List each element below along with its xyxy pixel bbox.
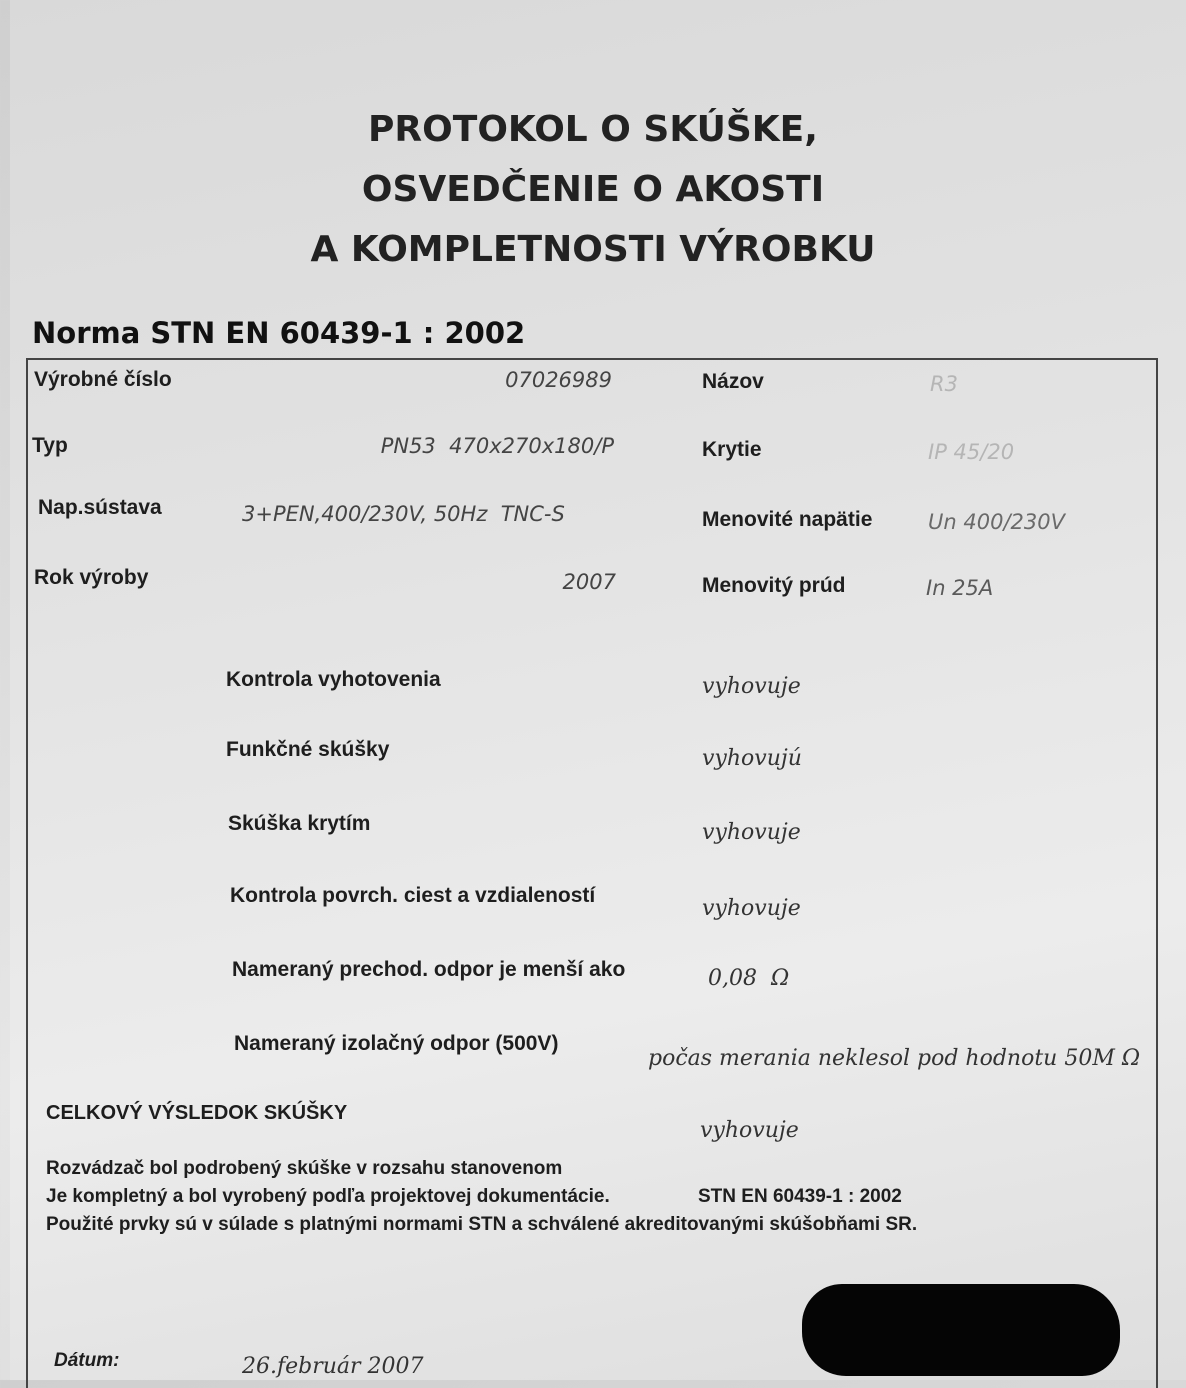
test-label: Nameraný prechod. odpor je menší ako (232, 958, 626, 981)
test-label: Nameraný izolačný odpor (500V) (234, 1032, 559, 1055)
note-line-3: Použité prvky sú v súlade s platnými normami STN a schválené akreditovanými skúšobňami SR. (46, 1214, 918, 1235)
typ-value: PN53 470x270x180/P (380, 434, 614, 458)
title-line-2: OSVEDČENIE O AKOSTI (361, 169, 825, 210)
nazov-value: R3 (930, 372, 958, 396)
menovity-prud-label: Menovitý prúd (702, 574, 846, 597)
vyrobne-cislo-value: 07026989 (505, 368, 612, 392)
overall-result-value: vyhovuje (700, 1118, 799, 1143)
test-result: počas merania neklesol pod hodnotu 50M Ω (648, 1046, 1141, 1071)
test-label: Kontrola vyhotovenia (226, 668, 441, 691)
test-result: vyhovuje (702, 896, 801, 921)
test-result: vyhovuje (702, 674, 801, 699)
vyrobne-cislo-label: Výrobné číslo (34, 368, 172, 391)
title-line-3: A KOMPLETNOSTI VÝROBKU (310, 229, 876, 270)
document-title (0, 100, 1186, 280)
nazov-label: Názov (702, 370, 764, 393)
date-label: Dátum: (54, 1350, 120, 1371)
note-line-1-standard: STN EN 60439-1 : 2002 (698, 1186, 902, 1207)
norma-heading: Norma STN EN 60439-1 : 2002 (32, 316, 526, 350)
test-label: Skúška krytím (228, 812, 371, 835)
test-result: vyhovujú (702, 746, 802, 771)
nap-sustava-label: Nap.sústava (38, 496, 162, 519)
test-label: Kontrola povrch. ciest a vzdialeností (230, 884, 596, 907)
menovite-napatie-value: Un 400/230V (928, 510, 1065, 534)
typ-label: Typ (32, 434, 68, 457)
note-line-1: Rozvádzač bol podrobený skúške v rozsahu stanovenom (46, 1158, 563, 1179)
rok-vyroby-label: Rok výroby (34, 566, 149, 589)
menovity-prud-value: In 25A (926, 576, 994, 600)
test-result: vyhovuje (702, 820, 801, 845)
redacted-signature-block (802, 1284, 1120, 1376)
krytie-label: Krytie (702, 438, 762, 461)
title-line-1: PROTOKOL O SKÚŠKE, (368, 109, 818, 150)
rok-vyroby-value: 2007 (562, 570, 616, 594)
test-label: Funkčné skúšky (226, 738, 390, 761)
krytie-value: IP 45/20 (928, 440, 1015, 464)
menovite-napatie-label: Menovité napätie (702, 508, 873, 531)
overall-result-label: CELKOVÝ VÝSLEDOK SKÚŠKY (46, 1102, 348, 1124)
date-value: 26.február 2007 (242, 1354, 424, 1379)
nap-sustava-value: 3+PEN,400/230V, 50Hz TNC-S (242, 502, 565, 526)
test-result: 0,08 Ω (708, 966, 790, 991)
note-line-2: Je kompletný a bol vyrobený podľa projektovej dokumentácie. (46, 1186, 610, 1207)
